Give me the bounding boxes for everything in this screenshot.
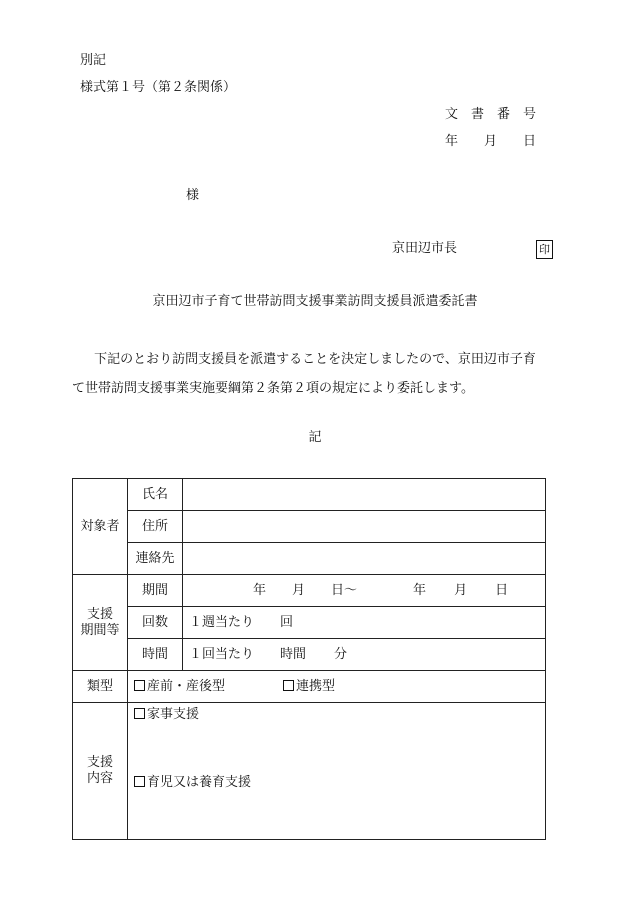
contact-field[interactable] [183,543,546,575]
count-unit: 回 [280,614,294,630]
content-housework-label: 家事支援 [147,707,200,722]
body-paragraph: 下記のとおり訪問支援員を派遣することを決定しましたので、京田辺市子育て世帯訪問支援事業実施要綱第２条第２項の規定により委託します。 [72,352,536,396]
term-field[interactable] [183,575,546,607]
issuer-name: 京田辺市長 [392,241,458,256]
term-start-month: 月 [292,582,306,598]
seal-stamp: 印 [536,240,553,259]
type-cooperation-checkbox[interactable] [283,680,294,691]
table-row-content [73,703,546,840]
type-cooperation-label: 連携型 [296,678,336,694]
content-childcare-checkbox[interactable] [134,776,145,787]
time-hours-unit: 時間 [280,646,307,662]
name-label: 氏名 [128,479,183,511]
count-label: 回数 [128,607,183,639]
table-row-type [73,671,546,703]
type-prepostnatal-label: 産前・産後型 [147,678,226,694]
document-title: 京田辺市子育て世帯訪問支援事業訪問支援員派遣委託書 [152,294,478,309]
table-row-term [73,575,546,607]
content-header-line1: 支援 [86,755,113,770]
document-number: 文 書 番 号 [445,107,537,122]
table-row-time [73,639,546,671]
period-header [73,575,128,671]
time-prefix: １回当たり [189,646,255,662]
type-header: 類型 [73,671,128,703]
time-minutes-unit: 分 [334,646,348,662]
term-end-month: 月 [454,582,468,598]
content-childcare-option [134,775,545,791]
table-row-name [73,479,546,511]
table-row-count [73,607,546,639]
subject-header: 対象者 [73,479,128,575]
term-end-year: 年 [413,582,427,598]
content-housework-checkbox[interactable] [134,708,145,719]
term-start-year: 年 [253,582,267,598]
name-field[interactable] [183,479,546,511]
term-label: 期間 [128,575,183,607]
address-field[interactable] [183,511,546,543]
term-start-day: 日～ [331,582,358,598]
addressee-suffix: 様 [186,188,200,203]
content-housework-option [134,707,545,723]
document-date: 年 月 日 [445,134,537,149]
time-field[interactable] [183,639,546,671]
type-prepostnatal-checkbox[interactable] [134,680,145,691]
content-options [128,703,546,840]
term-end-day: 日 [495,582,509,598]
table-row-contact [73,543,546,575]
period-header-line1: 支援 [86,606,113,622]
time-label: 時間 [128,639,183,671]
type-options [128,671,546,703]
entrustment-table [72,478,546,840]
content-header [73,703,128,840]
ki-heading: 記 [308,430,322,445]
table-row-address [73,511,546,543]
form-number: 様式第１号（第２条関係） [80,80,237,95]
content-header-line2: 内容 [86,771,113,786]
appendix-label: 別記 [80,53,107,68]
content-childcare-label: 育児又は養育支援 [147,775,252,790]
count-prefix: １週当たり [189,614,255,630]
count-field[interactable] [183,607,546,639]
period-header-line2: 期間等 [80,622,120,638]
address-label: 住所 [128,511,183,543]
contact-label: 連絡先 [128,543,183,575]
